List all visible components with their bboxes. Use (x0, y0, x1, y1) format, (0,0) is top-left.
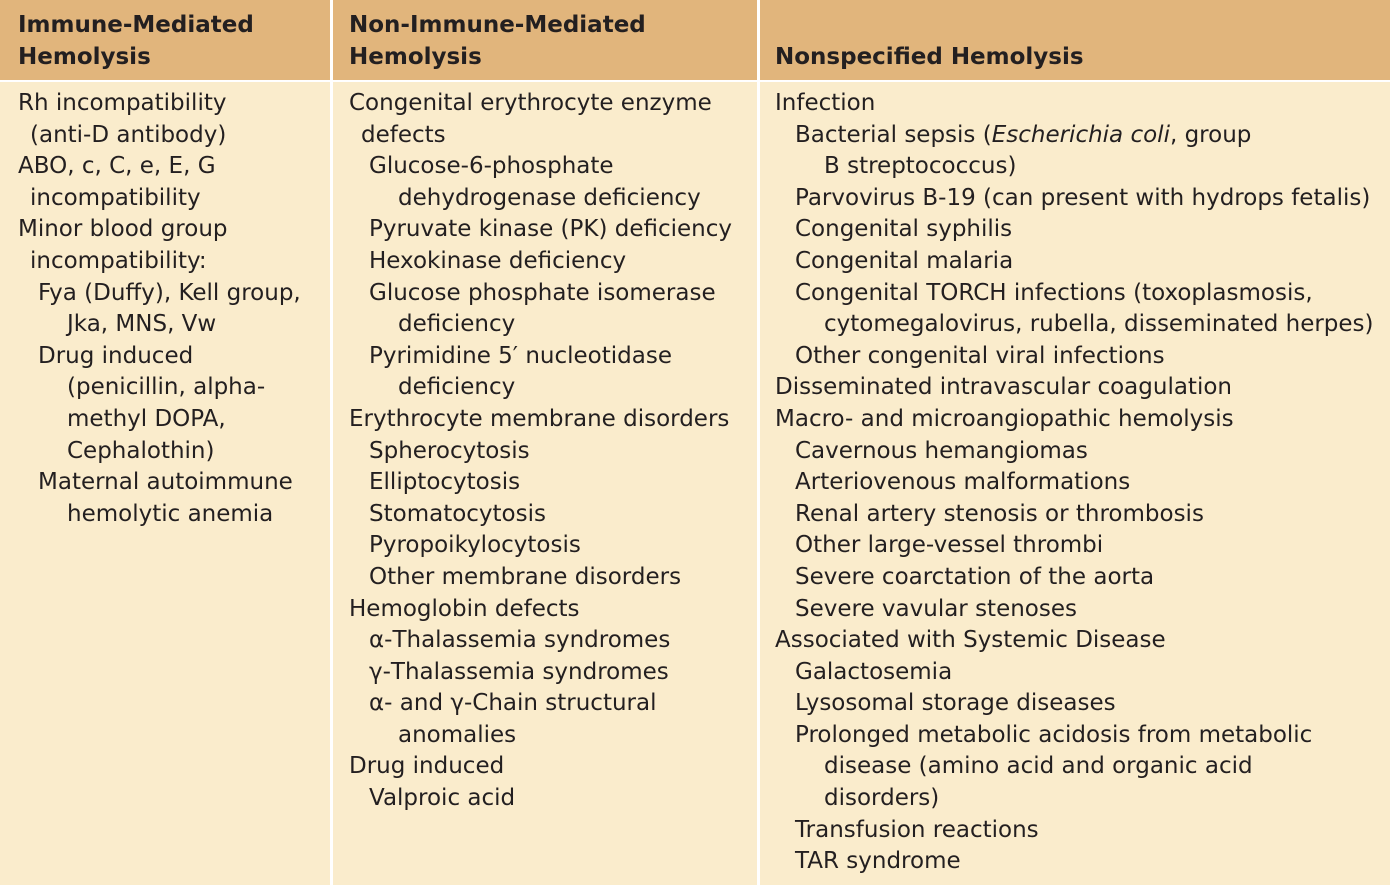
list-item: γ-Thalassemia syndromes (369, 658, 669, 685)
list-item: deficiency (398, 311, 516, 338)
list-item: Maternal autoimmune (38, 469, 293, 496)
list-item: B streptococcus) (824, 153, 1017, 180)
list-item: Cavernous hemangiomas (795, 437, 1088, 464)
list-item: Other large-vessel thrombi (795, 532, 1104, 559)
italic-organism: Escherichia coli (991, 121, 1170, 148)
list-item: Spherocytosis (369, 437, 530, 464)
list-item: (anti-D antibody) (30, 121, 227, 148)
list-item: α- and γ-Chain structural (369, 690, 657, 717)
list-item: Arteriovenous malformations (795, 469, 1131, 496)
header-line: Hemolysis (349, 43, 482, 70)
list-item: Congenital syphilis (795, 216, 1013, 243)
list-item: disease (amino acid and organic acid (824, 753, 1253, 780)
list-item: Infection (775, 90, 876, 116)
header-line: Non-Immune-Mediated (349, 12, 646, 38)
list-item: Glucose phosphate isomerase (369, 279, 716, 306)
list-item: Hemoglobin defects (349, 595, 580, 622)
text-run: Bacterial sepsis ( (795, 121, 992, 148)
list-item: incompatibility: (30, 247, 207, 274)
list-item: Jka, MNS, Vw (67, 311, 217, 338)
list-item: cytomegalovirus, rubella, disseminated herpes) (824, 311, 1374, 338)
list-item: Other congenital viral infections (795, 342, 1165, 369)
header-line: Hemolysis (18, 43, 151, 70)
list-item: Rh incompatibility (18, 90, 227, 116)
list-item: Erythrocyte membrane disorders (349, 405, 730, 432)
list-item: anomalies (398, 721, 517, 748)
list-item: methyl DOPA, (67, 405, 226, 432)
list-item: Severe vavular stenoses (795, 595, 1077, 622)
header-nonspecified (760, 0, 1390, 80)
list-item: (penicillin, alpha- (67, 374, 266, 401)
list-item: Elliptocytosis (369, 469, 521, 496)
list-item: Prolonged metabolic acidosis from metabolic (795, 721, 1313, 748)
list-item: Parvovirus B-19 (can present with hydrops fetalis) (795, 184, 1371, 211)
list-item: Associated with Systemic Disease (775, 627, 1166, 654)
list-item: Pyrimidine 5′ nucleotidase (369, 342, 672, 369)
list-item: Disseminated intravascular coagulation (775, 374, 1232, 401)
list-item (775, 120, 1390, 152)
list-item: Lysosomal storage diseases (795, 690, 1116, 717)
list-item: Congenital TORCH infections (toxoplasmosis, (795, 279, 1313, 306)
text-run: , group (1169, 121, 1252, 148)
list-item: incompatibility (30, 184, 201, 211)
column-non-immune-mediated (333, 82, 757, 885)
list-item: ABO, c, C, e, E, G (18, 153, 216, 180)
list-item: defects (361, 121, 446, 148)
list-item: Drug induced (38, 342, 194, 369)
list-item: α-Thalassemia syndromes (369, 627, 671, 654)
list-item: Congenital erythrocyte enzyme (349, 90, 712, 116)
header-non-immune-mediated (333, 0, 757, 80)
list-item: dehydrogenase deficiency (398, 184, 701, 211)
list-item: Cephalothin) (67, 437, 215, 464)
list-item: Fya (Duffy), Kell group, (38, 279, 301, 306)
list-item: hemolytic anemia (67, 500, 274, 527)
column-nonspecified (760, 82, 1390, 885)
list-item: Pyruvate kinase (PK) deficiency (369, 216, 732, 243)
list-item: Macro- and microangiopathic hemolysis (775, 405, 1234, 432)
list-item: Other membrane disorders (369, 563, 682, 590)
list-item: Hexokinase deficiency (369, 247, 627, 274)
header-line: Nonspecified Hemolysis (775, 44, 1084, 70)
list-item: Valproic acid (369, 785, 516, 812)
list-item: Severe coarctation of the aorta (795, 563, 1155, 590)
list-item: Glucose-6-phosphate (369, 153, 614, 180)
header-line: Immune-Mediated (18, 12, 254, 38)
header-immune-mediated (0, 0, 330, 80)
list-item: deficiency (398, 374, 516, 401)
list-item: Stomatocytosis (369, 500, 546, 527)
list-item: Minor blood group (18, 216, 228, 243)
list-item: Congenital malaria (795, 247, 1014, 274)
list-item: Pyropoikylocytosis (369, 532, 581, 559)
list-item: Galactosemia (795, 658, 953, 685)
list-item: Transfusion reactions (795, 816, 1039, 843)
list-item: TAR syndrome (795, 848, 961, 875)
list-item: disorders) (824, 785, 940, 812)
column-immune-mediated (0, 82, 330, 885)
list-item: Drug induced (349, 753, 505, 780)
list-item: Renal artery stenosis or thrombosis (795, 500, 1204, 527)
